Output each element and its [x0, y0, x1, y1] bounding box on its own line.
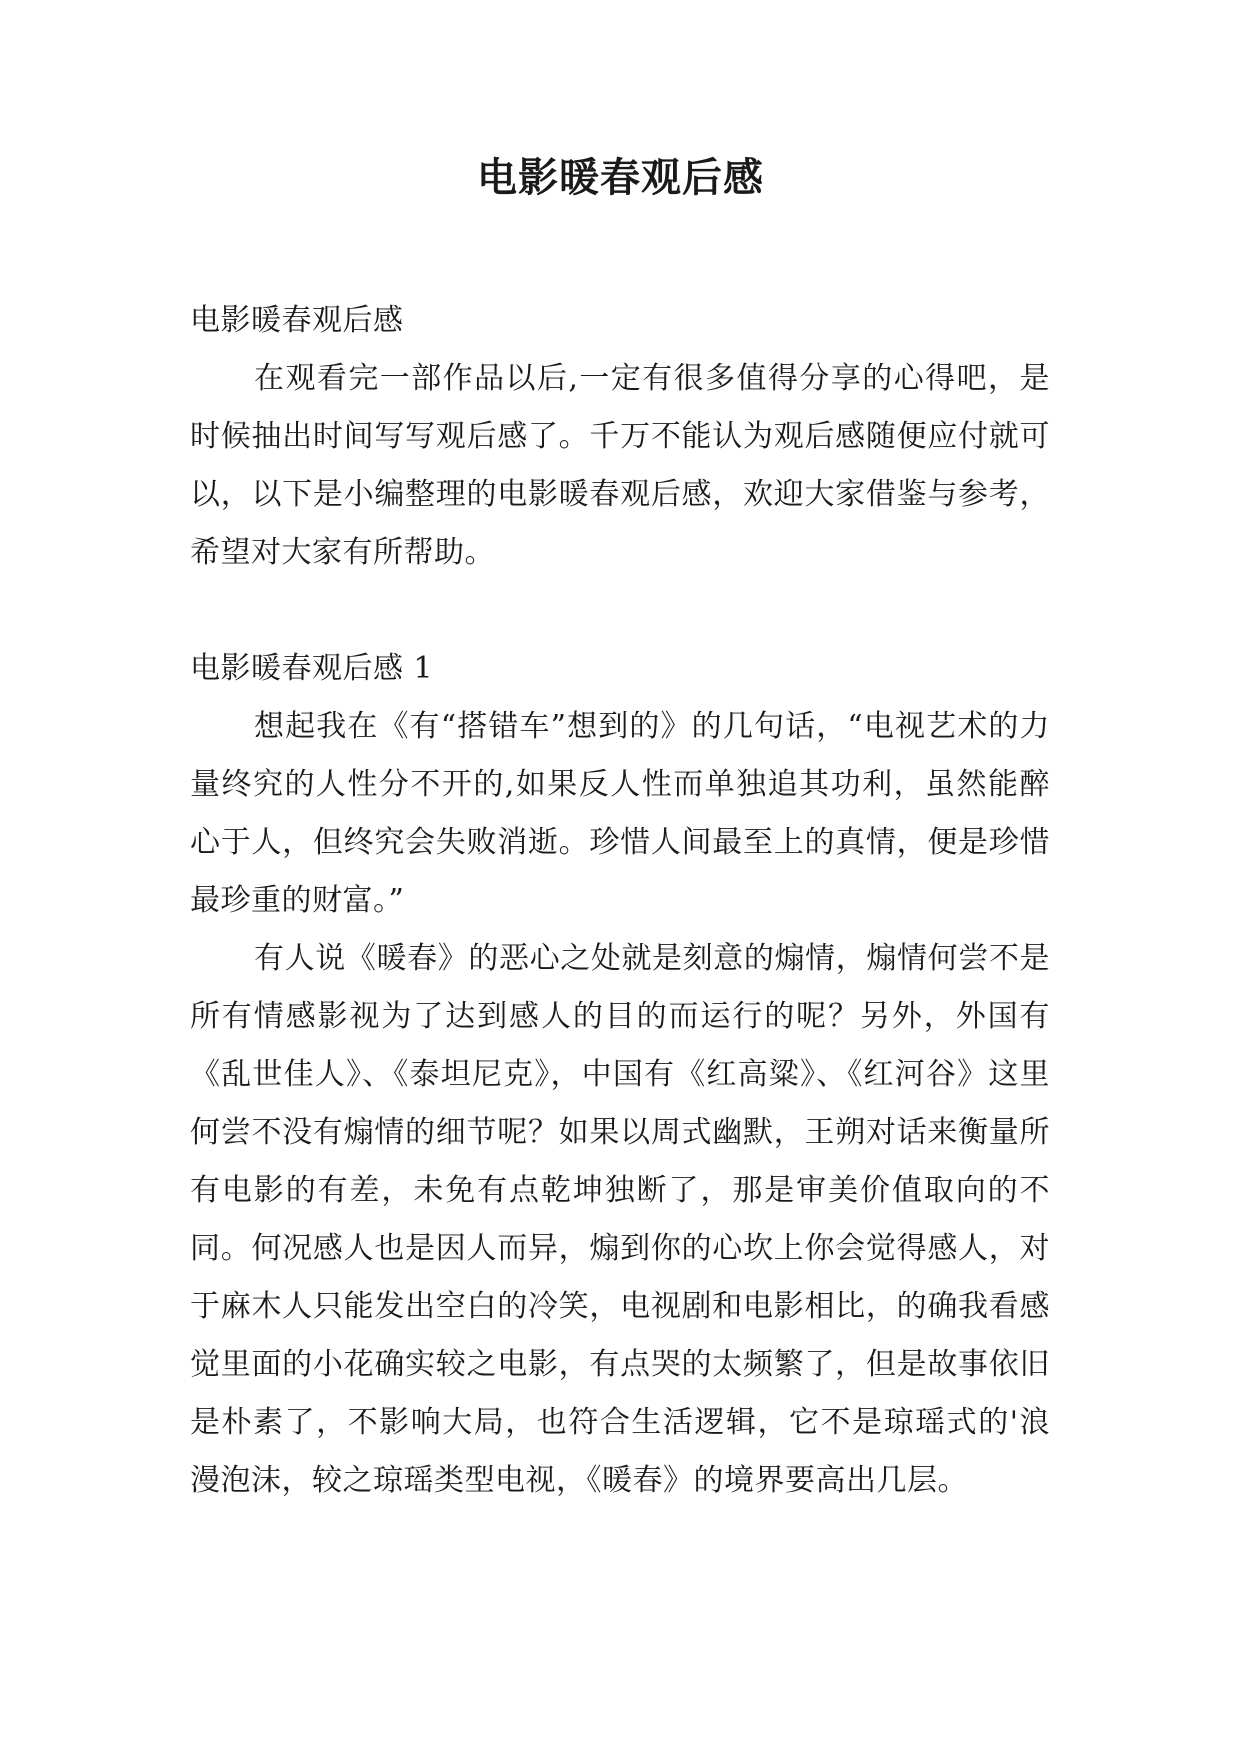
intro-section [190, 292, 1050, 582]
section-1 [190, 640, 1050, 1510]
intro-heading: 电影暖春观后感 [190, 303, 404, 338]
section-1-paragraph: 有人说《暖春》的恶心之处就是刻意的煽情，煽情何尝不是所有情感影视为了达到感人的目的而运行的呢？另外，外国有《乱世佳人》、《泰坦尼克》，中国有《红高粱》、《红河谷》这里何尝不没有煽情的细节呢？如果以周式幽默，王朔对话来衡量所有电影的有差，未免有点乾坤独断了，那是审美价值取向的不同。何况感人也是因人而异，煽到你的心坎上你会觉得感人，对于麻木人只能发出空白的冷笑，电视剧和电影相比，的确我看感觉里面的小花确实较之电影，有点哭的太频繁了，但是故事依旧是朴素了，不影响大局，也符合生活逻辑，它不是琼瑶式的'浪漫泡沫，较之琼瑶类型电视，《暖春》的境界要高出几层。 [190, 941, 1050, 1498]
section-1-paragraph: 想起我在《有“搭错车”想到的》的几句话，“电视艺术的力量终究的人性分不开的,如果反人性而单独追其功利，虽然能醉心于人，但终究会失败消逝。珍惜人间最至上的真情，便是珍惜最珍重的财富。” [190, 709, 1050, 918]
intro-paragraph: 在观看完一部作品以后,一定有很多值得分享的心得吧，是时候抽出时间写写观后感了。千万不能认为观后感随便应付就可以，以下是小编整理的电影暖春观后感，欢迎大家借鉴与参考，希望对大家有所帮助。 [190, 361, 1050, 570]
section-1-heading: 电影暖春观后感 1 [190, 651, 434, 686]
document-title: 电影暖春观后感 [477, 155, 764, 201]
